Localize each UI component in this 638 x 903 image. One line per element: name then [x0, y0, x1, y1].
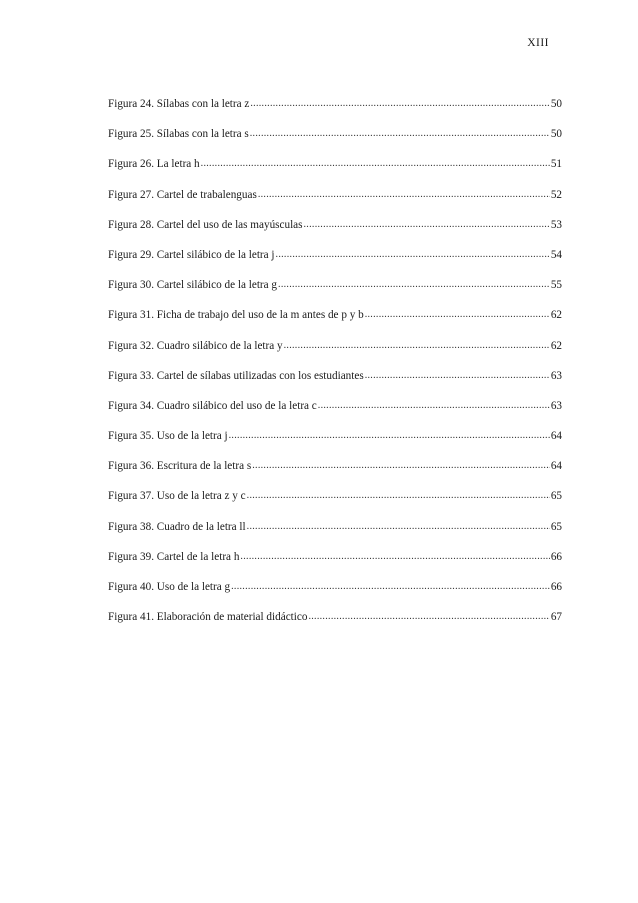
- figure-title: Figura 39. Cartel de la letra h: [108, 550, 240, 563]
- figure-page-number: 63: [550, 369, 562, 382]
- figure-entry[interactable]: [108, 97, 562, 127]
- dot-leader: [250, 126, 550, 141]
- dot-leader: [365, 307, 550, 322]
- dot-leader: [276, 247, 550, 262]
- figure-page-number: 64: [550, 430, 562, 443]
- figure-entry[interactable]: [108, 580, 562, 610]
- figure-entry[interactable]: [108, 399, 562, 429]
- dot-leader: [365, 368, 550, 383]
- figure-title: Figura 29. Cartel silábico de la letra j: [108, 248, 275, 261]
- figure-entry[interactable]: [108, 218, 562, 248]
- figure-title: Figura 37. Uso de la letra z y c: [108, 490, 246, 503]
- figure-entry[interactable]: [108, 489, 562, 519]
- figure-entry[interactable]: [108, 550, 562, 580]
- figure-title: Figura 25. Sílabas con la letra s: [108, 128, 249, 141]
- dot-leader: [304, 217, 550, 232]
- dot-leader: [278, 277, 550, 292]
- figure-page-number: 62: [550, 339, 562, 352]
- figure-entry[interactable]: [108, 520, 562, 550]
- figure-page-number: 50: [550, 98, 562, 110]
- figure-title: Figura 30. Cartel silábico de la letra g: [108, 279, 278, 292]
- figure-title: Figura 40. Uso de la letra g: [108, 581, 231, 593]
- dot-leader: [229, 428, 550, 443]
- figure-page-number: 66: [550, 581, 562, 593]
- figure-entry[interactable]: [108, 127, 562, 157]
- figure-title: Figura 36. Escritura de la letra s: [108, 460, 252, 473]
- figure-title: Figura 31. Ficha de trabajo del uso de la m antes de p y b: [108, 309, 364, 322]
- figure-entry[interactable]: [108, 188, 562, 218]
- figure-entry[interactable]: [108, 369, 562, 399]
- dot-leader: [284, 338, 550, 353]
- figure-title: Figura 32. Cuadro silábico de la letra y: [108, 339, 283, 352]
- figure-page-number: 51: [550, 158, 562, 171]
- figure-page-number: 50: [550, 128, 562, 141]
- figure-entry[interactable]: [108, 339, 562, 369]
- figure-page-number: 52: [550, 188, 562, 201]
- dot-leader: [247, 488, 550, 503]
- figure-title: Figura 26. La letra h: [108, 158, 200, 171]
- figure-title: Figura 35. Uso de la letra j: [108, 430, 228, 443]
- figure-page-number: 67: [550, 611, 562, 624]
- figure-page-number: 53: [550, 218, 562, 231]
- figure-title: Figura 28. Cartel del uso de las mayúsculas: [108, 218, 303, 231]
- figure-entry[interactable]: [108, 610, 562, 640]
- figure-page-number: 54: [550, 248, 562, 261]
- figure-page-number: 64: [550, 460, 562, 473]
- dot-leader: [247, 519, 550, 534]
- figure-page-number: 66: [550, 550, 562, 563]
- figure-title: Figura 33. Cartel de sílabas utilizadas con los estudiantes: [108, 369, 364, 382]
- figure-page-number: 63: [550, 399, 562, 412]
- dot-leader: [252, 458, 550, 473]
- figure-title: Figura 38. Cuadro de la letra ll: [108, 520, 246, 533]
- dot-leader: [240, 549, 549, 564]
- figure-entry[interactable]: [108, 308, 562, 338]
- figure-entry[interactable]: [108, 248, 562, 278]
- page-number: XIII: [527, 37, 549, 49]
- dot-leader: [258, 187, 550, 202]
- figure-title: Figura 41. Elaboración de material didáctico: [108, 611, 308, 624]
- figure-entry[interactable]: [108, 459, 562, 489]
- figure-page-number: 62: [550, 309, 562, 322]
- figure-title: Figura 24. Sílabas con la letra z: [108, 98, 250, 110]
- figure-title: Figura 34. Cuadro silábico del uso de la letra c: [108, 399, 317, 412]
- figure-page-number: 65: [550, 490, 562, 503]
- dot-leader: [231, 579, 550, 594]
- figure-entry[interactable]: [108, 157, 562, 187]
- dot-leader: [308, 609, 549, 624]
- dot-leader: [318, 398, 550, 413]
- figure-page-number: 55: [550, 279, 562, 292]
- figure-entry[interactable]: [108, 278, 562, 308]
- figure-entry[interactable]: [108, 429, 562, 459]
- list-of-figures: [108, 97, 562, 640]
- dot-leader: [250, 96, 549, 111]
- figure-page-number: 65: [550, 520, 562, 533]
- figure-title: Figura 27. Cartel de trabalenguas: [108, 188, 257, 201]
- dot-leader: [201, 156, 550, 171]
